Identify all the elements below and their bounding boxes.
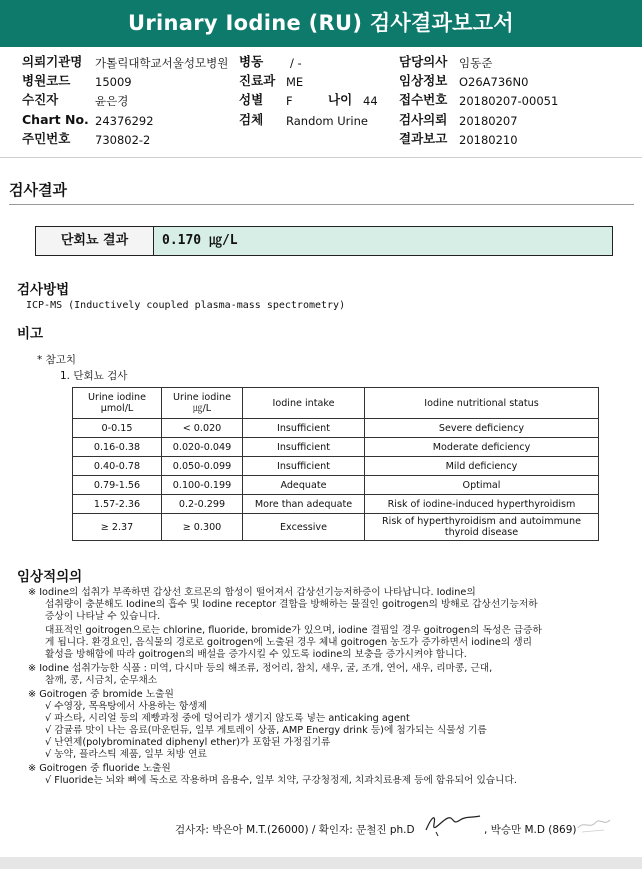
value-clinical-info: O26A736N0 (459, 75, 529, 89)
method-heading: 검사방법 (17, 282, 70, 298)
clinical-heading: 임상적의의 (17, 569, 83, 585)
table-cell: 0.16-0.38 (73, 438, 162, 457)
note-line: ※ Iodine의 섭취가 부족하면 갑상선 호르몬의 합성이 떨어져서 갑상선기능저하증이 나타납니다. Iodine의 (28, 587, 476, 598)
report-title: Urinary Iodine (RU) 검사결과보고서 (0, 0, 642, 47)
note-line: 게 됩니다. 환경요인, 음식물의 경로로 goitrogen에 노출된 경우 체내 goitrogen 농도가 증가하면서 iodine의 생리 (45, 637, 532, 648)
note-line: 섭취량이 충분해도 Iodine의 흡수 및 Iodine receptor 결합을 방해하는 물질인 goitrogen의 방해로 갑상선기능저하 (45, 599, 538, 610)
label-receipt-no: 접수번호 (399, 92, 448, 107)
note-line: 증상이 나타날 수 있습니다. (45, 611, 161, 622)
table-row (73, 495, 599, 514)
value-requester: 가톨릭대학교서울성모병원 (95, 56, 229, 70)
table-row (73, 514, 599, 541)
label-patient: 수진자 (22, 92, 59, 107)
note-line: 대표적인 goitrogen으로는 chlorine, fluoride, bromide가 있으며, iodine 결핍일 경우 goitrogen의 독성은 급증하 (45, 625, 542, 636)
signature-tester: 검사자: 박은아 M.T.(26000) / 확인자: 문철진 ph.D (175, 824, 415, 836)
label-sex: 성별 (239, 92, 264, 107)
result-box (35, 226, 613, 256)
table-cell: < 0.020 (162, 419, 243, 438)
reference-title: * 참고치 (37, 354, 77, 366)
table-cell: Risk of hyperthyroidism and autoimmune thyroid disease (365, 514, 599, 541)
value-hospital-code: 15009 (95, 75, 132, 89)
signature-mark-1 (422, 810, 484, 838)
table-cell: Mild deficiency (365, 457, 599, 476)
signature-director: , 박승만 M.D (869) (484, 824, 577, 836)
value-result-report: 20180210 (459, 133, 518, 147)
remarks-heading: 비고 (17, 326, 44, 342)
table-cell: 1.57-2.36 (73, 495, 162, 514)
label-test-request: 검사의뢰 (399, 112, 448, 127)
table-cell: Optimal (365, 476, 599, 495)
label-requester: 의뢰기관명 (22, 54, 83, 69)
table-row (73, 419, 599, 438)
section-result-heading: 검사결과 (9, 181, 67, 199)
note-line: ※ Goitrogen 중 fluoride 노출원 (28, 763, 171, 774)
note-line: ※ Iodine 섭취가능한 식품 : 미역, 다시마 등의 해조류, 정어리, 참치, 새우, 굴, 조개, 연어, 새우, 리마콩, 근대, (28, 663, 493, 674)
table-cell: Adequate (243, 476, 365, 495)
table-cell: ≥ 2.37 (73, 514, 162, 541)
bottom-band (0, 857, 642, 869)
table-header: Iodine nutritional status (365, 388, 599, 419)
value-receipt-no: 20180207-00051 (459, 94, 559, 108)
table-cell: Insufficient (243, 457, 365, 476)
method-text: ICP-MS (Inductively coupled plasma-mass spectrometry) (26, 300, 346, 311)
label-resident-no: 주민번호 (22, 131, 71, 146)
value-specimen: Random Urine (286, 114, 368, 128)
label-ward: 병동 (239, 54, 264, 69)
section-divider (9, 204, 634, 205)
table-cell: 0.100-0.199 (162, 476, 243, 495)
label-result-report: 결과보고 (399, 131, 448, 146)
note-line: √ 난연제(polybrominated diphenyl ether)가 포함된 가정집기류 (45, 737, 331, 748)
value-department: ME (286, 75, 304, 89)
label-doctor: 담당의사 (399, 54, 448, 69)
result-value: 0.170 ㎍/L (154, 227, 612, 255)
table-cell: 0.020-0.049 (162, 438, 243, 457)
table-cell: 0.79-1.56 (73, 476, 162, 495)
divider (0, 157, 642, 158)
header-info (18, 55, 628, 150)
table-header-row (73, 388, 599, 419)
value-chart-no: 24376292 (95, 114, 154, 128)
label-age: 나이 (328, 92, 353, 107)
note-line: √ 파스타, 시리얼 등의 제빵과정 중에 덩어리가 생기지 않도록 넣는 anticaking agent (45, 713, 410, 724)
table-cell: ≥ 0.300 (162, 514, 243, 541)
table-cell: Excessive (243, 514, 365, 541)
value-ward: / - (290, 56, 302, 70)
table-cell: Insufficient (243, 438, 365, 457)
signature-mark-2 (574, 812, 614, 836)
value-doctor: 임동준 (459, 56, 493, 70)
table-header: Urine iodine ㎍/L (162, 388, 243, 419)
note-line: ※ Goitrogen 중 bromide 노출원 (28, 689, 174, 700)
reference-subtitle: 1. 단회뇨 검사 (60, 370, 128, 382)
label-specimen: 검체 (239, 112, 264, 127)
value-sex: F (286, 94, 293, 108)
table-row (73, 476, 599, 495)
table-row (73, 457, 599, 476)
label-hospital-code: 병원코드 (22, 73, 71, 88)
note-line: 활성을 방해함에 따라 goitrogen의 배설을 증가시킬 수 있도록 iodine의 보충을 증가시켜야 합니다. (45, 649, 467, 660)
label-department: 진료과 (239, 73, 276, 88)
note-line: √ 농약, 플라스틱 제품, 일부 처방 연료 (45, 749, 207, 760)
label-chart-no: Chart No. (22, 112, 89, 127)
table-cell: More than adequate (243, 495, 365, 514)
table-cell: Moderate deficiency (365, 438, 599, 457)
table-cell: Severe deficiency (365, 419, 599, 438)
value-patient: 윤은경 (95, 94, 129, 108)
table-cell: 0-0.15 (73, 419, 162, 438)
note-line: 참깨, 콩, 시금치, 순무채소 (45, 675, 158, 686)
table-cell: 0.40-0.78 (73, 457, 162, 476)
table-cell: Insufficient (243, 419, 365, 438)
note-line: √ 수영장, 목욕탕에서 사용하는 항생제 (45, 701, 207, 712)
table-cell: 0.2-0.299 (162, 495, 243, 514)
table-cell: Risk of iodine-induced hyperthyroidism (365, 495, 599, 514)
value-resident-no: 730802-2 (95, 133, 151, 147)
table-header: Iodine intake (243, 388, 365, 419)
result-label: 단회뇨 결과 (36, 227, 154, 255)
table-cell: 0.050-0.099 (162, 457, 243, 476)
note-line: √ 감귤류 맛이 나는 음료(마운틴듀, 일부 게토레이 상품, AMP Energy drink 등)에 첨가되는 식물성 기름 (45, 725, 487, 736)
reference-table (72, 387, 599, 541)
table-row (73, 438, 599, 457)
value-test-request: 20180207 (459, 114, 518, 128)
label-clinical-info: 임상정보 (399, 73, 448, 88)
note-line: √ Fluoride는 뇌와 뼈에 독소로 작용하며 음용수, 일부 치약, 구강청정제, 치과치료용제 등에 함유되어 있습니다. (45, 775, 517, 786)
table-header: Urine iodine μmol/L (73, 388, 162, 419)
value-age: 44 (363, 94, 378, 108)
